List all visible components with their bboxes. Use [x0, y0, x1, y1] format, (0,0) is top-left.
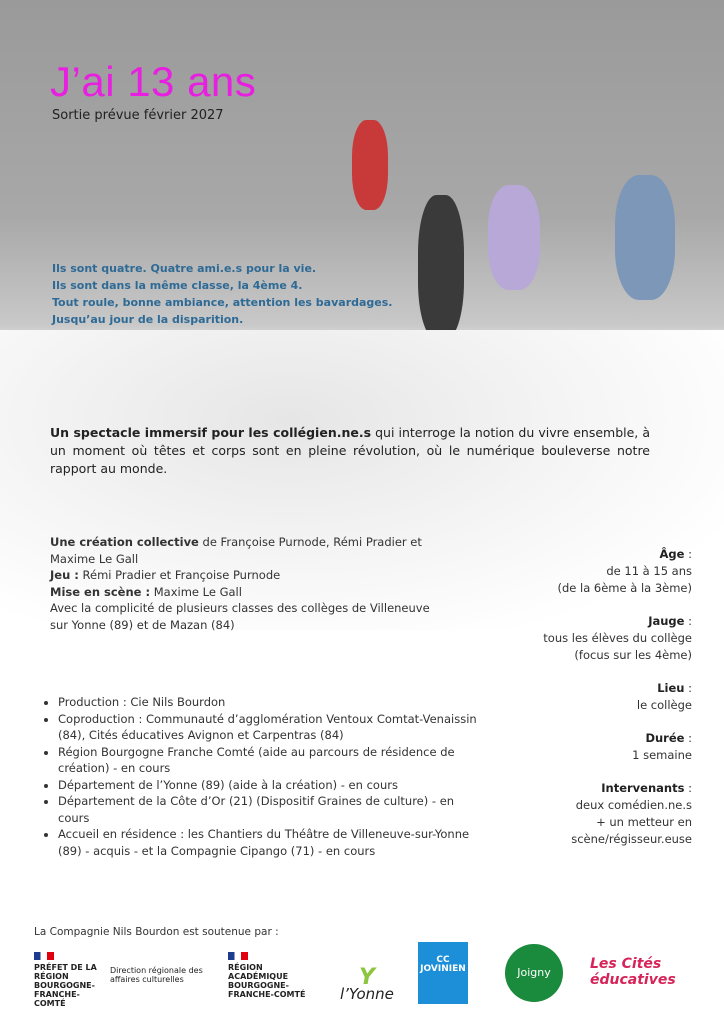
- info-label: Intervenants: [601, 781, 685, 795]
- intro-line: Ils sont quatre. Quatre ami.e.s pour la vie.: [52, 262, 317, 275]
- credit-label: Jeu :: [50, 568, 79, 582]
- info-age: Âge : de 11 à 15 ans (de la 6ème à la 3ème): [492, 546, 692, 597]
- credits: [50, 534, 450, 633]
- info-label: Lieu: [657, 681, 685, 695]
- partner-item: • Département de la Côte d’Or (21) (Dispositif Graines de culture) - en cours: [58, 793, 480, 826]
- info-label: Jauge: [648, 614, 685, 628]
- partner-item: • Coproduction : Communauté d’agglomération Ventoux Comtat-Venaissin (84), Cités éducatives Avignon et Carpentras (84): [58, 711, 480, 744]
- intro-text: [52, 260, 392, 328]
- info-value: (de la 6ème à la 3ème): [557, 581, 692, 595]
- credit-text: Avec la complicité de plusieurs classes des collèges de Villeneuve sur Yonne (89) et de Mazan (84): [50, 601, 430, 632]
- partner-item: • Région Bourgogne Franche Comté (aide au parcours de résidence de création) - en cours: [58, 744, 480, 777]
- info-label: Durée: [645, 731, 685, 745]
- credit-label: Mise en scène :: [50, 584, 151, 599]
- info-value: le collège: [636, 698, 692, 712]
- release-date: Sortie prévue février 2027: [52, 108, 224, 123]
- photo-child: [615, 175, 675, 300]
- credit-text: de Françoise Purnode, Rémi Pradier et Maxime Le Gall: [50, 535, 422, 566]
- intro-line: Ils sont dans la même classe, la 4ème 4.: [52, 279, 303, 292]
- credit-text: Rémi Pradier et Françoise Purnode: [78, 568, 281, 582]
- joigny-logo: Joigny: [505, 944, 563, 1002]
- info-intervenants: Intervenants : deux comédien.ne.s + un metteur en scène/régisseur.euse: [492, 780, 692, 848]
- info-value: 1 semaine: [632, 748, 692, 762]
- partner-item: • Production : Cie Nils Bourdon: [58, 694, 480, 711]
- photo-child: [418, 195, 464, 340]
- region-academique-logo: RÉGION ACADÉMIQUE BOURGOGNE-FRANCHE-COMTÉ: [228, 952, 313, 999]
- partner-item: • Département de l’Yonne (89) (aide à la création) - en cours: [58, 777, 480, 794]
- page-title: J’ai 13 ans: [50, 58, 257, 105]
- photo-child: [352, 120, 388, 210]
- info-value: tous les élèves du collège: [543, 631, 692, 645]
- cites-educatives-logo: Les Cités éducatives: [590, 956, 676, 988]
- intro-line: Tout roule, bonne ambiance, attention les bavardages.: [52, 296, 393, 309]
- info-label: Âge: [659, 547, 685, 561]
- info-lieu: Lieu : le collège: [492, 680, 692, 714]
- intro-line: Jusqu’au jour de la disparition.: [52, 313, 244, 326]
- photo-child: [488, 185, 540, 290]
- info-value: (focus sur les 4ème): [574, 648, 692, 662]
- info-jauge: Jauge : tous les élèves du collège (focus sur les 4ème): [492, 613, 692, 664]
- lead-text: qui interroge la notion du vivre ensemble, à un moment où têtes et corps sont en pleine révolution, où le numérique bouleverse notre rapport au monde.: [50, 425, 650, 476]
- lead-bold: Un spectacle immersif pour les collégien.ne.s: [50, 425, 372, 440]
- partner-item: • Accueil en résidence : les Chantiers du Théâtre de Villeneuve-sur-Yonne (89) - acquis - et la Compagnie Cipango (71) - en cours: [58, 826, 480, 859]
- info-value: scène/régisseur.euse: [571, 832, 692, 846]
- yonne-logo: Y l’Yonne: [340, 965, 394, 1003]
- sponsor-logos: [30, 942, 700, 1012]
- drac-logo: Direction régionale des affaires culturelles: [110, 966, 203, 984]
- info-duree: Durée : 1 semaine: [492, 730, 692, 764]
- cc-jovinien-logo: CC JOVINIEN: [418, 942, 468, 1004]
- lead-paragraph: [50, 424, 650, 478]
- info-value: deux comédien.ne.s: [575, 798, 692, 812]
- support-text: La Compagnie Nils Bourdon est soutenue par :: [34, 926, 279, 938]
- partners-list: [40, 694, 480, 859]
- credit-label: Une création collective: [50, 535, 199, 549]
- info-value: + un metteur en: [596, 815, 692, 829]
- prefet-logo: PRÉFET DE LA RÉGION BOURGOGNE-FRANCHE-COMTÉ: [34, 952, 104, 1008]
- info-value: de 11 à 15 ans: [606, 564, 692, 578]
- info-column: [492, 546, 692, 864]
- credit-text: Maxime Le Gall: [150, 584, 242, 599]
